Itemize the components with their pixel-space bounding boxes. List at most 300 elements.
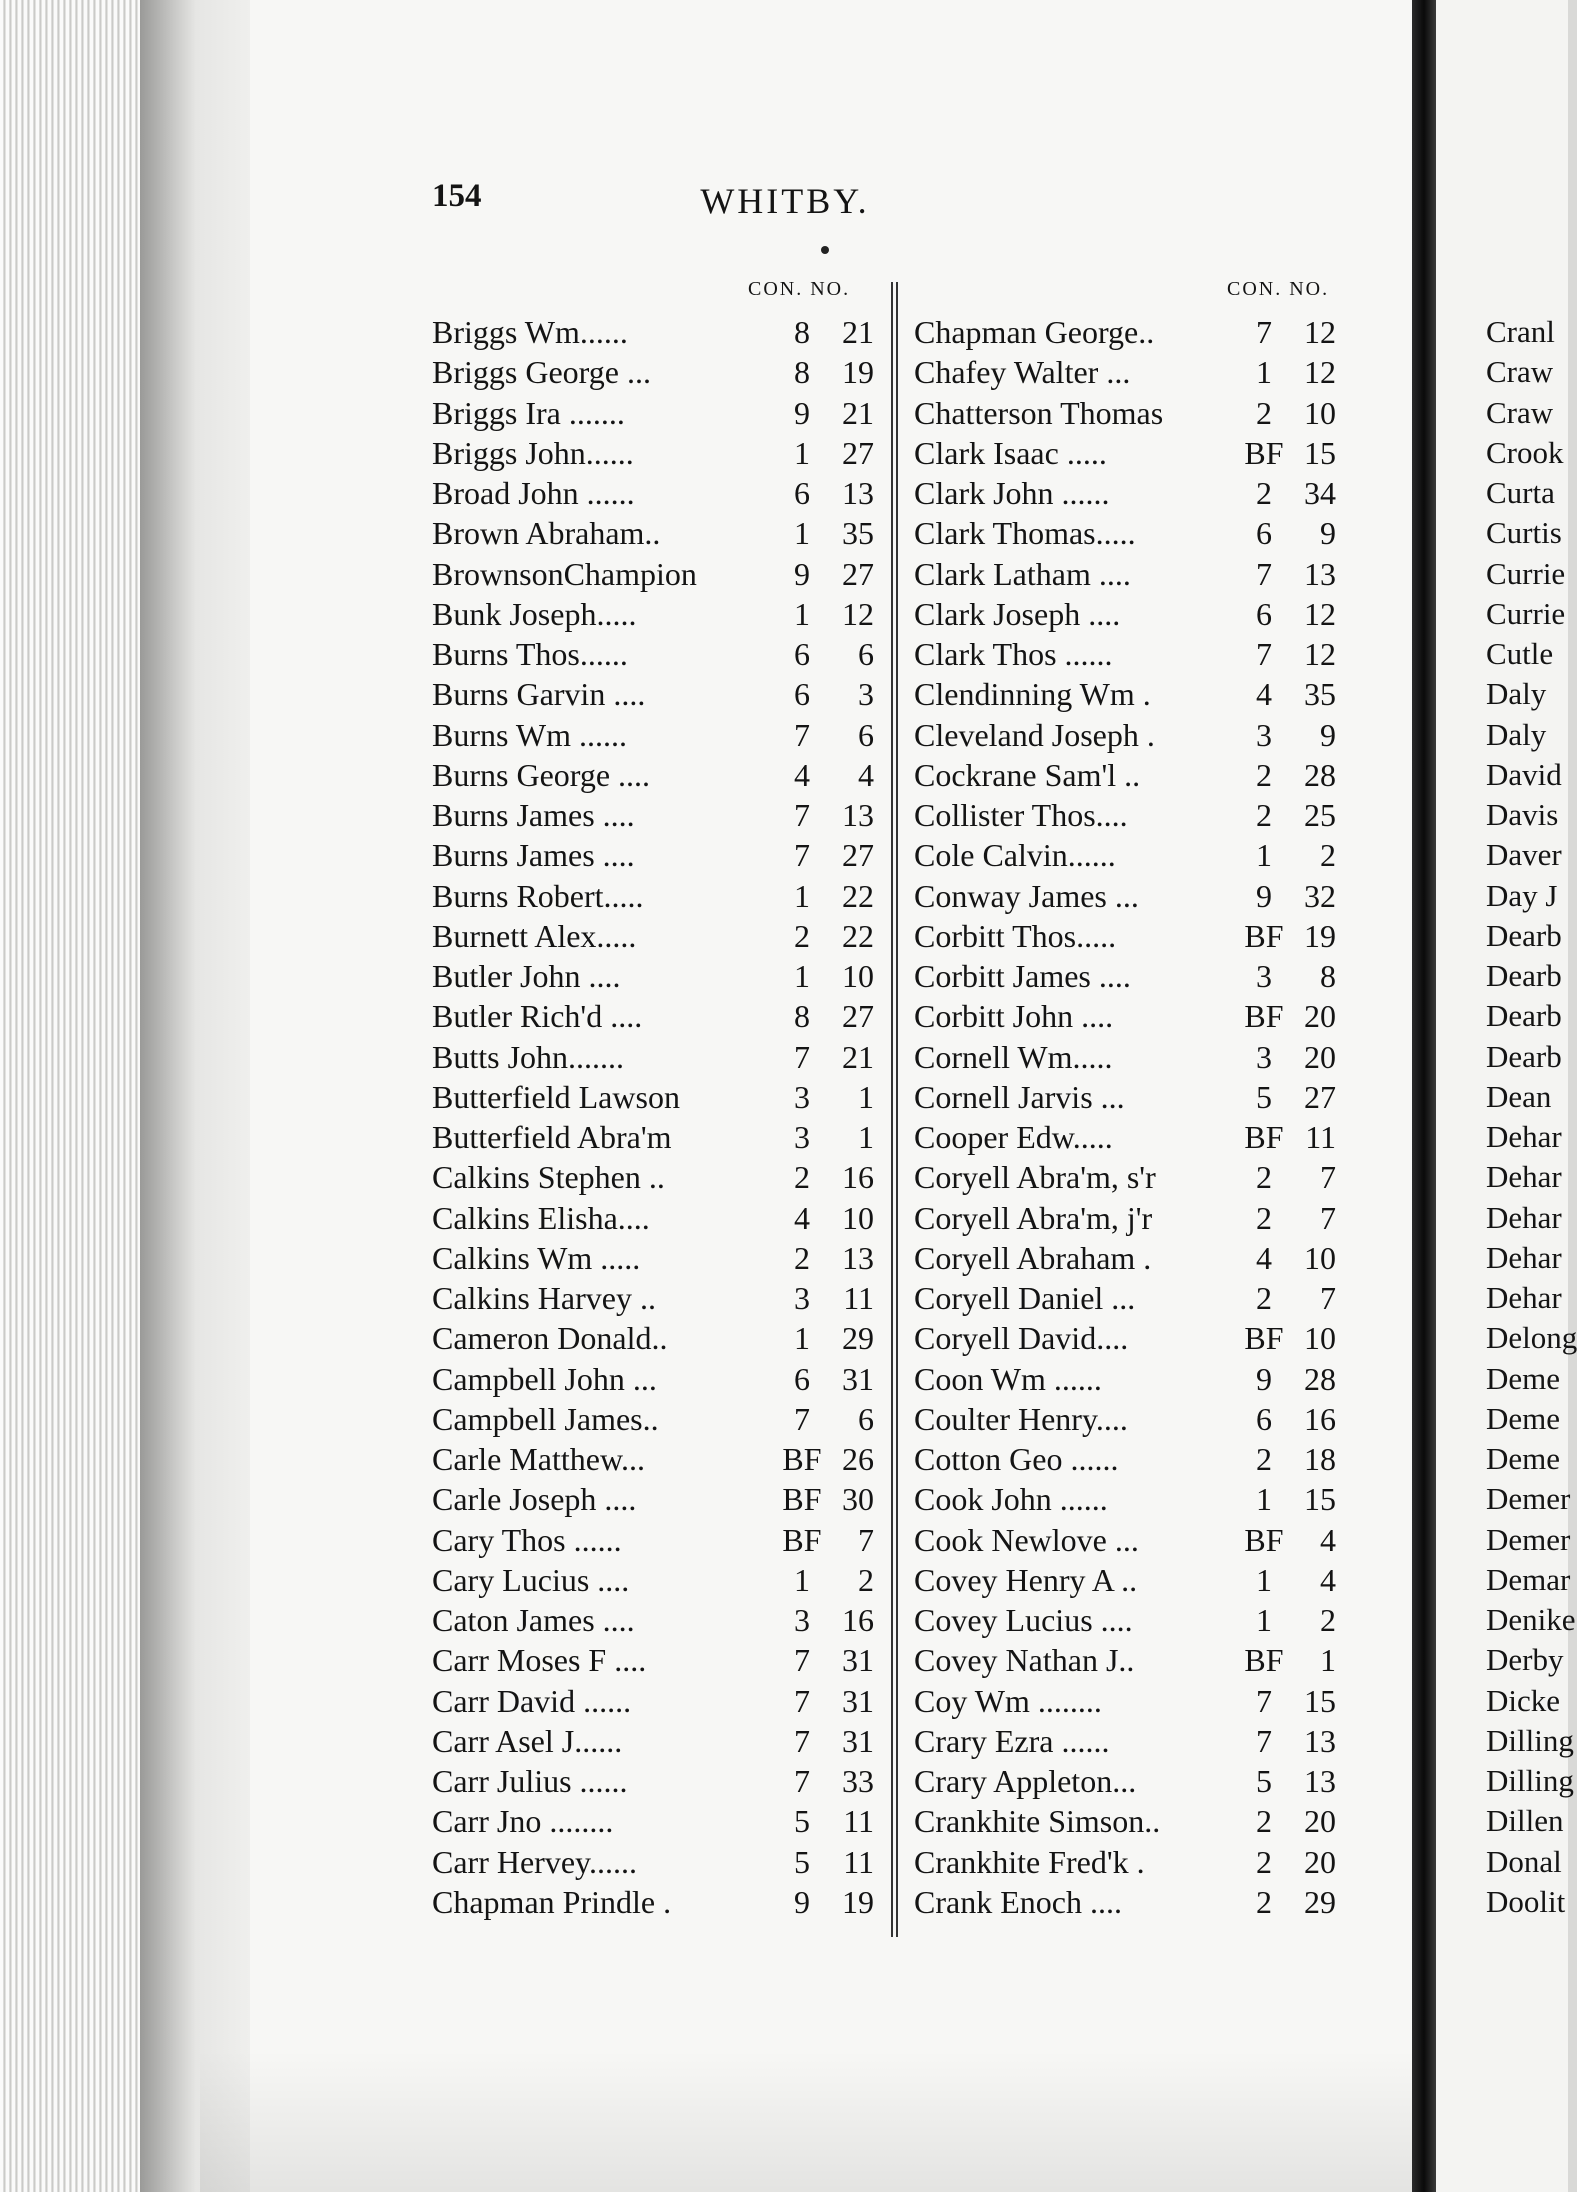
concession: 7 [1256, 1722, 1272, 1759]
directory-row [914, 1721, 1354, 1761]
resident-name: Brown Abraham.. [432, 515, 661, 552]
fragment-name: Daly [1486, 676, 1547, 712]
lot-number: 27 [842, 837, 874, 874]
lot-number: 16 [842, 1159, 874, 1196]
lot-number: 4 [858, 756, 874, 793]
resident-name: Burns George .... [432, 756, 651, 793]
fragment-name: Dehar [1486, 1199, 1562, 1235]
directory-row [432, 393, 882, 433]
concession: 6 [794, 636, 810, 672]
resident-name: Chafey Walter ... [914, 354, 1131, 391]
lot-number: 13 [1304, 1722, 1336, 1759]
lot-number: 7 [858, 1521, 874, 1558]
concession: 5 [1256, 1078, 1272, 1115]
lot-number: 20 [1304, 1843, 1336, 1880]
lot-number: 29 [842, 1320, 874, 1357]
column-divider [891, 282, 898, 1937]
directory-row [914, 1600, 1354, 1640]
fragment-name: Craw [1486, 354, 1554, 390]
directory-row [914, 1198, 1354, 1238]
concession: 7 [794, 1763, 810, 1799]
lot-number: 9 [1320, 515, 1336, 552]
lot-number: 19 [842, 1883, 874, 1920]
concession: 7 [794, 716, 810, 753]
lot-number: 34 [1304, 475, 1336, 511]
concession: 7 [794, 1722, 810, 1759]
lot-number: 20 [1304, 998, 1336, 1035]
lot-number: 12 [1304, 636, 1336, 672]
directory-row [914, 1117, 1354, 1157]
directory-row [432, 1238, 882, 1278]
concession: BF [1244, 1642, 1284, 1679]
resident-name: Carr Hervey...... [432, 1843, 637, 1880]
directory-row [914, 674, 1354, 714]
resident-name: Carr David ...... [432, 1682, 632, 1719]
concession: 9 [1256, 1360, 1272, 1397]
directory-row [914, 433, 1354, 473]
lot-number: 7 [1320, 1199, 1336, 1236]
directory-row [432, 876, 882, 916]
resident-name: Broad John ...... [432, 475, 635, 511]
concession: 2 [1256, 1159, 1272, 1196]
resident-name: Cook John ...... [914, 1481, 1108, 1518]
fragment-name: Currie [1486, 555, 1566, 591]
resident-name: Chapman George.. [914, 314, 1155, 350]
fragment-name: Day J [1486, 877, 1558, 913]
concession: 9 [794, 394, 810, 431]
resident-name: Calkins Elisha.... [432, 1199, 650, 1236]
resident-name: Crank Enoch .... [914, 1883, 1122, 1920]
directory-row [914, 393, 1354, 433]
fragment-name: Deme [1486, 1400, 1561, 1436]
directory-row [432, 1077, 882, 1117]
directory-row [432, 1157, 882, 1197]
resident-name: Coryell David.... [914, 1320, 1129, 1357]
lot-number: 21 [842, 394, 874, 431]
concession: 7 [1256, 636, 1272, 672]
fragment-name: Crook [1486, 434, 1564, 470]
lot-number: 6 [858, 636, 874, 672]
fragment-name: Cutle [1486, 636, 1554, 671]
directory-row [914, 1640, 1354, 1680]
lot-number: 10 [842, 958, 874, 994]
right-column [914, 312, 1354, 1922]
resident-name: Carr Moses F .... [432, 1642, 647, 1679]
directory-row [432, 554, 882, 594]
fragment-name: Demer [1486, 1521, 1571, 1557]
concession: 2 [794, 1159, 810, 1196]
directory-row [432, 795, 882, 835]
directory-row [432, 835, 882, 875]
lot-number: 27 [842, 998, 874, 1035]
directory-row [432, 1479, 882, 1519]
concession: 1 [1256, 1561, 1272, 1598]
directory-row [914, 996, 1354, 1036]
lot-number: 4 [1320, 1561, 1336, 1598]
directory-row [432, 755, 882, 795]
concession: 8 [794, 354, 810, 391]
directory-row [432, 1037, 882, 1077]
lot-number: 1 [858, 1119, 874, 1155]
directory-row [432, 956, 882, 996]
resident-name: Clendinning Wm . [914, 676, 1151, 713]
page-edges [0, 0, 160, 2192]
concession: 5 [794, 1803, 810, 1840]
resident-name: Cornell Jarvis ... [914, 1078, 1125, 1115]
lot-number: 21 [842, 1038, 874, 1075]
directory-row [914, 352, 1354, 392]
lot-number: 10 [1304, 1320, 1336, 1357]
directory-row [432, 433, 882, 473]
concession: BF [1244, 917, 1284, 954]
directory-row [914, 956, 1354, 996]
fragment-name: Dillen [1486, 1803, 1564, 1839]
lot-number: 13 [1304, 555, 1336, 592]
resident-name: Butterfield Lawson [432, 1078, 680, 1115]
concession: 1 [1256, 1481, 1272, 1518]
fragment-name: Dehar [1486, 1159, 1562, 1195]
directory-row [432, 1882, 882, 1922]
fragment-name: Daver [1486, 837, 1562, 873]
concession: 7 [1256, 555, 1272, 592]
directory-row [432, 1721, 882, 1761]
fragment-name: Dehar [1486, 1239, 1562, 1275]
concession: 7 [794, 1400, 810, 1437]
lot-number: 31 [842, 1722, 874, 1759]
fragment-name: Deme [1486, 1360, 1561, 1396]
resident-name: Briggs Ira ....... [432, 394, 625, 431]
resident-name: Cary Thos ...... [432, 1521, 622, 1558]
lot-number: 25 [1304, 797, 1336, 833]
lot-number: 32 [1304, 877, 1336, 914]
concession: 2 [1256, 756, 1272, 793]
fragment-name: Daly [1486, 716, 1547, 752]
lot-number: 27 [842, 434, 874, 471]
directory-row [914, 1318, 1354, 1358]
directory-row [432, 473, 882, 513]
resident-name: Coryell Abra'm, s'r [914, 1159, 1156, 1196]
concession: 4 [1256, 676, 1272, 713]
concession: 7 [794, 1682, 810, 1719]
resident-name: Burns James .... [432, 837, 635, 874]
lot-number: 29 [1304, 1883, 1336, 1920]
directory-row [432, 1640, 882, 1680]
resident-name: Calkins Harvey .. [432, 1280, 656, 1316]
resident-name: Campbell John ... [432, 1360, 657, 1397]
resident-name: Caton James .... [432, 1602, 635, 1638]
resident-name: Clark Joseph .... [914, 595, 1121, 632]
lot-number: 13 [842, 797, 874, 833]
directory-row [432, 352, 882, 392]
resident-name: Calkins Stephen .. [432, 1159, 665, 1196]
lot-number: 19 [842, 354, 874, 391]
lot-number: 16 [1304, 1400, 1336, 1437]
fragment-name: Currie [1486, 595, 1566, 631]
resident-name: Burns Thos...... [432, 636, 628, 672]
resident-name: Carle Joseph .... [432, 1481, 637, 1518]
directory-row [432, 1278, 882, 1318]
lot-number: 21 [842, 314, 874, 350]
directory-row [432, 1198, 882, 1238]
concession: BF [1244, 1119, 1284, 1155]
lot-number: 19 [1304, 917, 1336, 954]
lot-number: 8 [1320, 958, 1336, 994]
resident-name: Corbitt Thos..... [914, 917, 1117, 954]
directory-row [914, 1399, 1354, 1439]
page-number: 154 [432, 178, 482, 214]
fragment-name: Demar [1486, 1561, 1571, 1597]
directory-row [914, 1801, 1354, 1841]
directory-row [914, 312, 1354, 352]
lot-number: 15 [1304, 1682, 1336, 1719]
concession: 7 [1256, 1682, 1272, 1719]
fragment-name: Denike [1486, 1602, 1576, 1637]
resident-name: Bunk Joseph..... [432, 595, 637, 632]
lot-number: 15 [1304, 434, 1336, 471]
resident-name: Cornell Wm..... [914, 1038, 1113, 1075]
resident-name: Butts John....... [432, 1038, 625, 1075]
lot-number: 11 [843, 1843, 874, 1880]
resident-name: Cary Lucius .... [432, 1561, 630, 1598]
directory-row [914, 1238, 1354, 1278]
lot-number: 2 [858, 1561, 874, 1598]
concession: BF [1244, 434, 1284, 471]
resident-name: BrownsonChampion [432, 555, 697, 592]
lot-number: 31 [842, 1360, 874, 1397]
lot-number: 11 [843, 1280, 874, 1316]
directory-row [432, 1681, 882, 1721]
lot-number: 28 [1304, 756, 1336, 793]
directory-row [914, 1479, 1354, 1519]
lot-number: 26 [842, 1441, 874, 1477]
concession: 6 [1256, 515, 1272, 552]
concession: BF [1244, 1320, 1284, 1357]
resident-name: Carr Julius ...... [432, 1763, 628, 1799]
directory-row [432, 1801, 882, 1841]
directory-row [914, 835, 1354, 875]
resident-name: Coulter Henry.... [914, 1400, 1128, 1437]
lot-number: 2 [1320, 837, 1336, 874]
directory-row [432, 594, 882, 634]
lot-number: 6 [858, 716, 874, 753]
concession: BF [782, 1441, 822, 1477]
directory-row [914, 1439, 1354, 1479]
concession: 8 [794, 998, 810, 1035]
concession: BF [1244, 998, 1284, 1035]
lot-number: 27 [1304, 1078, 1336, 1115]
lot-number: 3 [858, 676, 874, 713]
lot-number: 31 [842, 1682, 874, 1719]
fragment-name: Dean [1486, 1078, 1552, 1114]
resident-name: Chapman Prindle . [432, 1883, 672, 1920]
lot-number: 12 [1304, 314, 1336, 350]
concession: 1 [1256, 354, 1272, 391]
concession: 2 [1256, 797, 1272, 833]
concession: BF [782, 1481, 822, 1518]
fragment-name: Demer [1486, 1481, 1571, 1517]
directory-row [432, 996, 882, 1036]
concession: 8 [794, 314, 810, 350]
directory-row [432, 1520, 882, 1560]
resident-name: Coryell Abra'm, j'r [914, 1199, 1153, 1236]
lot-number: 33 [842, 1763, 874, 1799]
resident-name: Cooper Edw..... [914, 1119, 1113, 1155]
concession: 9 [1256, 877, 1272, 914]
directory-row [914, 1681, 1354, 1721]
right-column-header: CON. NO. [1227, 278, 1330, 300]
directory-row [432, 513, 882, 553]
resident-name: Burns Garvin .... [432, 676, 646, 713]
directory-row [914, 1761, 1354, 1801]
resident-name: Covey Nathan J.. [914, 1642, 1135, 1679]
fragment-name: Craw [1486, 394, 1554, 430]
lot-number: 12 [1304, 354, 1336, 391]
directory-row [432, 1439, 882, 1479]
resident-name: Campbell James.. [432, 1400, 659, 1437]
directory-row [432, 1560, 882, 1600]
lot-number: 35 [1304, 676, 1336, 713]
concession: 1 [794, 958, 810, 994]
concession: 1 [794, 1561, 810, 1598]
lot-number: 6 [858, 1400, 874, 1437]
resident-name: Chatterson Thomas [914, 394, 1164, 431]
resident-name: Cameron Donald.. [432, 1320, 668, 1357]
concession: 1 [794, 515, 810, 552]
directory-row [432, 1761, 882, 1801]
concession: 4 [794, 1199, 810, 1236]
resident-name: Burns Wm ...... [432, 716, 627, 753]
directory-row [432, 715, 882, 755]
concession: 2 [1256, 1843, 1272, 1880]
directory-row [914, 1077, 1354, 1117]
ornament-dot [821, 246, 829, 254]
lot-number: 15 [1304, 1481, 1336, 1518]
resident-name: Briggs George ... [432, 354, 651, 391]
concession: 1 [794, 1320, 810, 1357]
concession: BF [782, 1521, 822, 1558]
directory-row [432, 1117, 882, 1157]
lot-number: 9 [1320, 716, 1336, 753]
resident-name: Cleveland Joseph . [914, 716, 1155, 753]
concession: 2 [1256, 1280, 1272, 1316]
fragment-name: Curta [1486, 475, 1555, 510]
concession: 7 [1256, 314, 1272, 350]
directory-row [914, 795, 1354, 835]
directory-row [914, 554, 1354, 594]
resident-name: Clark Thos ...... [914, 636, 1113, 672]
directory-row [914, 1359, 1354, 1399]
resident-name: Coon Wm ...... [914, 1360, 1102, 1397]
lot-number: 20 [1304, 1803, 1336, 1840]
concession: 3 [794, 1280, 810, 1316]
resident-name: Crary Appleton... [914, 1763, 1137, 1799]
resident-name: Conway James ... [914, 877, 1139, 914]
directory-row [914, 634, 1354, 674]
next-page-fragments [1486, 312, 1577, 1922]
lot-number: 31 [842, 1642, 874, 1679]
resident-name: Covey Henry A .. [914, 1561, 1138, 1598]
concession: 2 [1256, 1803, 1272, 1840]
concession: 5 [1256, 1763, 1272, 1799]
resident-name: Crankhite Simson.. [914, 1803, 1161, 1840]
concession: 7 [794, 797, 810, 833]
resident-name: Burnett Alex..... [432, 917, 637, 954]
lot-number: 20 [1304, 1038, 1336, 1075]
concession: 3 [1256, 1038, 1272, 1075]
lot-number: 22 [842, 877, 874, 914]
book-gutter [1412, 0, 1436, 2192]
resident-name: Carle Matthew... [432, 1441, 645, 1477]
lot-number: 11 [843, 1803, 874, 1840]
resident-name: Collister Thos.... [914, 797, 1128, 833]
directory-row [432, 312, 882, 352]
resident-name: Briggs Wm...... [432, 314, 628, 350]
fragment-name: Derby [1486, 1642, 1564, 1678]
resident-name: Cook Newlove ... [914, 1521, 1139, 1558]
directory-row [914, 916, 1354, 956]
lot-number: 18 [1304, 1441, 1336, 1477]
directory-row [914, 594, 1354, 634]
lot-number: 28 [1304, 1360, 1336, 1397]
lot-number: 11 [1305, 1119, 1336, 1155]
concession: 9 [794, 1883, 810, 1920]
fragment-name: Dearb [1486, 917, 1562, 953]
concession: 6 [794, 475, 810, 511]
concession: 7 [794, 1642, 810, 1679]
lot-number: 30 [842, 1481, 874, 1518]
lot-number: 12 [842, 595, 874, 632]
lot-number: 16 [842, 1602, 874, 1638]
resident-name: Briggs John...... [432, 434, 634, 471]
fragment-name: Dearb [1486, 998, 1562, 1034]
directory-row [914, 473, 1354, 513]
lot-number: 7 [1320, 1159, 1336, 1196]
fragment-name: Dearb [1486, 1038, 1562, 1074]
page-shadow [200, 2050, 1412, 2192]
resident-name: Corbitt John .... [914, 998, 1114, 1035]
directory-row [914, 1157, 1354, 1197]
directory-row [914, 1560, 1354, 1600]
concession: 6 [1256, 595, 1272, 632]
lot-number: 13 [842, 1239, 874, 1276]
concession: 4 [794, 756, 810, 793]
lot-number: 10 [1304, 1239, 1336, 1276]
fragment-name: Dicke [1486, 1682, 1561, 1718]
concession: 1 [794, 877, 810, 914]
resident-name: Butler John .... [432, 958, 621, 994]
fragment-name: Cranl [1486, 314, 1555, 349]
concession: 2 [794, 917, 810, 954]
running-head: WHITBY. [700, 181, 870, 221]
fragment-name: Delong [1486, 1320, 1577, 1356]
concession: BF [1244, 1521, 1284, 1558]
concession: 6 [794, 1360, 810, 1397]
directory-row [432, 674, 882, 714]
resident-name: Carr Jno ........ [432, 1803, 614, 1840]
fragment-name: Donal [1486, 1843, 1562, 1879]
concession: 7 [794, 1038, 810, 1075]
directory-row [914, 1882, 1354, 1922]
concession: 9 [794, 555, 810, 592]
fragment-name: Dehar [1486, 1280, 1562, 1315]
concession: 2 [794, 1239, 810, 1276]
directory-row [432, 1842, 882, 1882]
directory-row [914, 513, 1354, 553]
directory-row [914, 1520, 1354, 1560]
directory-row [914, 1842, 1354, 1882]
fragment-name: Dearb [1486, 958, 1562, 993]
concession: 3 [1256, 958, 1272, 994]
